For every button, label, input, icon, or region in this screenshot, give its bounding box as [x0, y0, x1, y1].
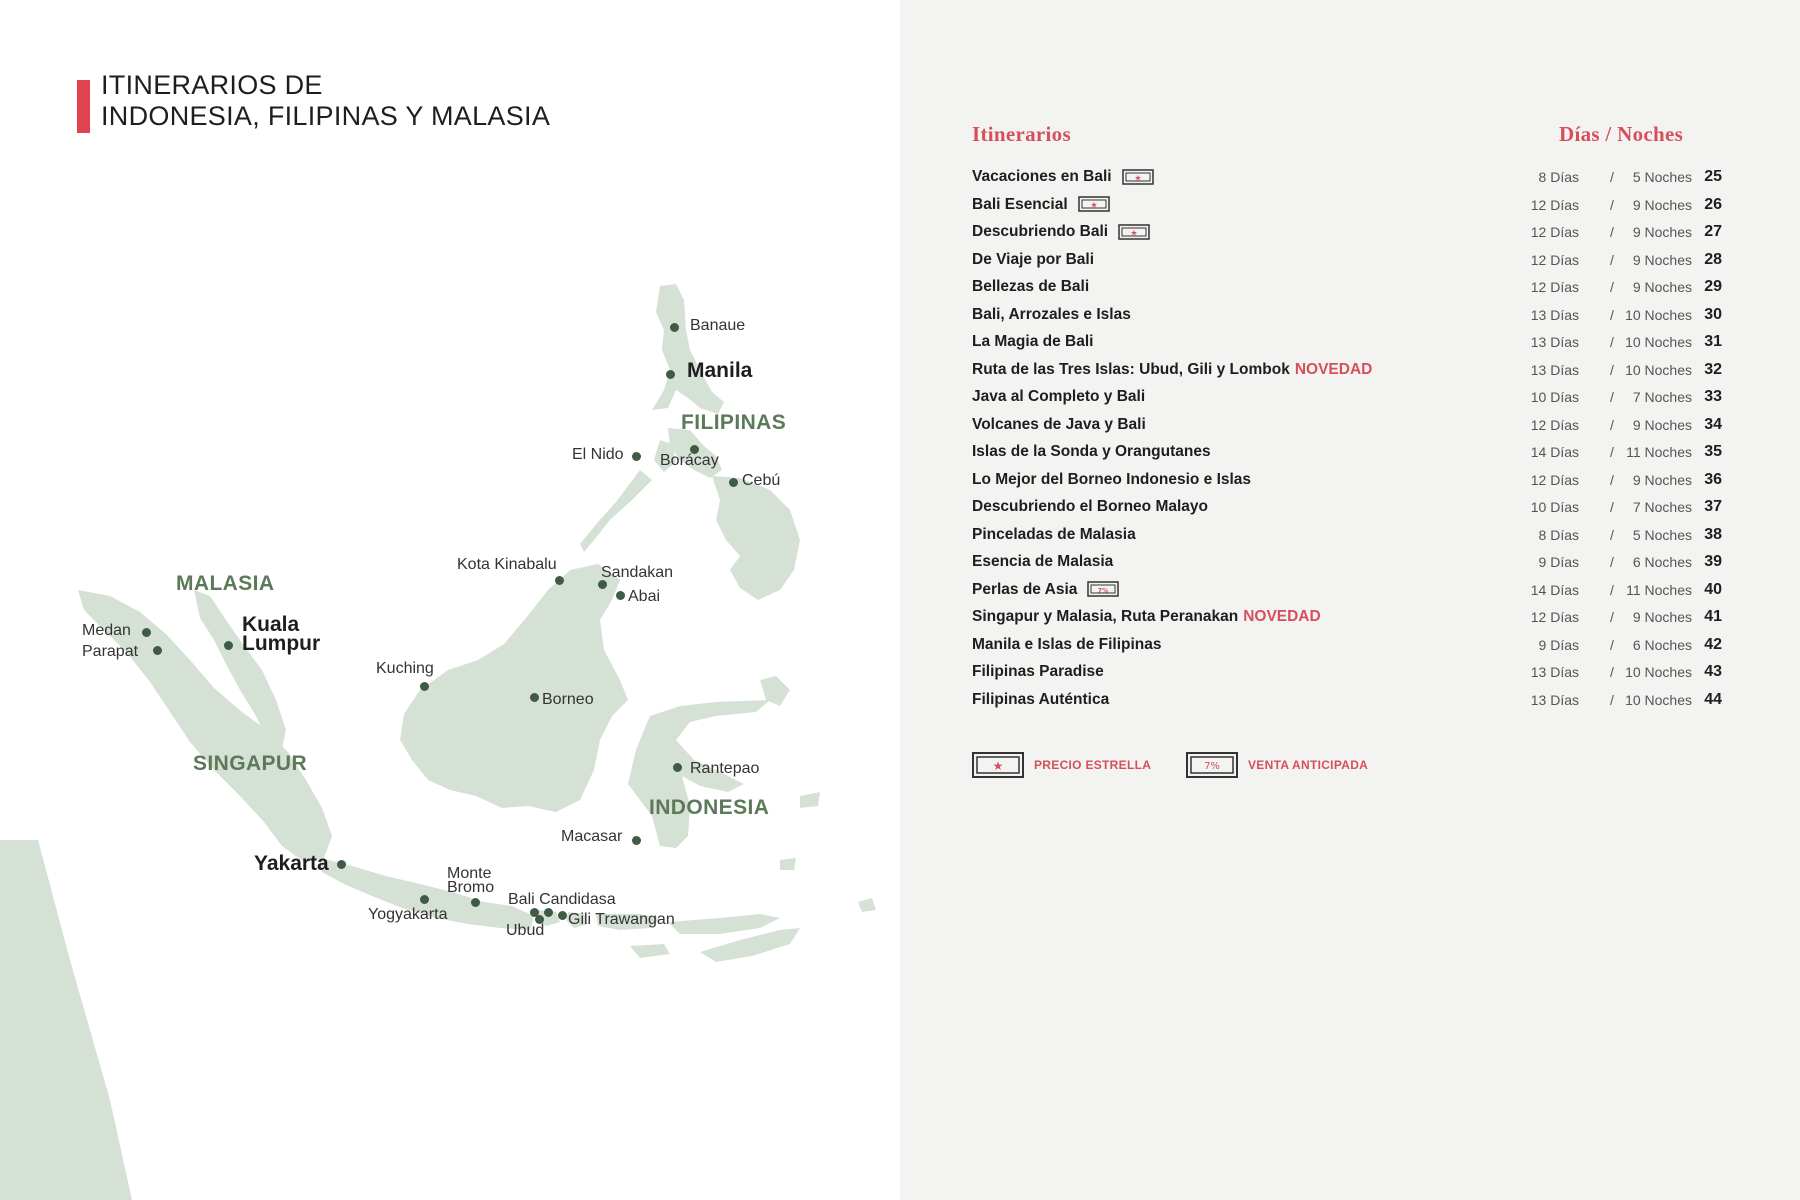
- country-label-malasia: MALASIA: [176, 572, 275, 595]
- city-dot-yogyakarta: [420, 895, 429, 904]
- itinerary-noches: 11 Noches: [1626, 581, 1692, 598]
- dias-noches-separator: /: [1610, 224, 1614, 240]
- itinerary-name-text: Perlas de Asia: [972, 580, 1078, 598]
- venta-anticipada-icon: [1087, 581, 1119, 597]
- city-label-cebu: Cebú: [742, 472, 781, 489]
- itinerary-name-text: Lo Mejor del Borneo Indonesio e Islas: [972, 470, 1252, 488]
- city-label-medan: Medan: [82, 622, 131, 639]
- map-borneo: [400, 564, 628, 812]
- itinerary-name[interactable]: [972, 608, 1321, 626]
- itinerary-dias: 13 Días: [1530, 334, 1579, 350]
- city-label-borneo: Borneo: [542, 691, 594, 708]
- itinerary-name-text: Islas de la Sonda y Orangutanes: [972, 443, 1211, 460]
- itinerary-name-text: Java al Completo y Bali: [972, 388, 1146, 405]
- novedad-badge: NOVEDAD: [1294, 360, 1373, 378]
- city-label-banaue: Banaue: [690, 317, 746, 334]
- city-label-bali-candidasa: Bali Candidasa: [508, 891, 616, 908]
- itinerary-row[interactable]: [972, 166, 1722, 194]
- itinerary-name[interactable]: [972, 306, 1131, 324]
- dias-noches-separator: /: [1610, 169, 1614, 185]
- city-label-el-nido: El Nido: [572, 446, 624, 463]
- itinerary-noches: 7 Noches: [1632, 499, 1692, 515]
- itinerary-page-number[interactable]: 31: [1704, 333, 1722, 350]
- itinerary-row[interactable]: [972, 386, 1722, 414]
- city-label-yogyakarta: Yogyakarta: [368, 906, 448, 923]
- itinerary-list: [972, 166, 1722, 716]
- precio-estrella-icon: [1078, 196, 1110, 212]
- city-dot-el-nido: [632, 452, 641, 461]
- itinerary-dias: 10 Días: [1530, 389, 1579, 405]
- dias-noches-separator: /: [1610, 251, 1614, 268]
- dias-noches-separator: /: [1610, 499, 1614, 515]
- itinerary-dias: 13 Días: [1530, 691, 1579, 708]
- itinerary-row[interactable]: [972, 221, 1722, 249]
- map-small-island-2: [780, 858, 796, 870]
- map-mindanao: [712, 476, 800, 600]
- itinerary-dias: 12 Días: [1530, 279, 1579, 295]
- city-label-abai: Abai: [628, 588, 661, 605]
- itinerary-row[interactable]: [972, 276, 1722, 304]
- itinerary-name[interactable]: [972, 388, 1145, 406]
- itinerary-page-number[interactable]: 29: [1704, 278, 1722, 295]
- venta-anticipada-icon: [1186, 752, 1238, 778]
- itinerary-page-number[interactable]: 26: [1704, 195, 1722, 213]
- itinerary-dias: 12 Días: [1530, 251, 1579, 268]
- itinerary-name[interactable]: [972, 416, 1146, 434]
- header-itinerarios: Itinerarios: [972, 122, 1071, 146]
- dias-noches-separator: /: [1610, 636, 1614, 653]
- itinerary-name[interactable]: [972, 168, 1154, 186]
- itinerary-dias: 13 Días: [1530, 361, 1579, 378]
- itinerary-name-text: Volcanes de Java y Bali: [972, 415, 1146, 433]
- itinerary-page-number[interactable]: 37: [1704, 498, 1722, 515]
- precio-estrella-icon: [1118, 224, 1150, 240]
- itinerary-row[interactable]: [972, 414, 1722, 442]
- itinerary-name[interactable]: [972, 443, 1211, 461]
- itinerary-name-text: Vacaciones en Bali: [972, 168, 1112, 185]
- dias-noches-separator: /: [1610, 416, 1614, 433]
- itinerary-name[interactable]: [972, 361, 1372, 379]
- itinerary-page-number[interactable]: 25: [1704, 168, 1722, 185]
- itinerary-dias: 8 Días: [1538, 169, 1579, 185]
- itinerary-dias: 10 Días: [1530, 499, 1579, 515]
- country-label-singapur: SINGAPUR: [193, 752, 308, 775]
- itinerary-row[interactable]: [972, 359, 1722, 387]
- itinerary-name-text: Bali, Arrozales e Islas: [972, 305, 1131, 323]
- itinerary-page-number[interactable]: 39: [1704, 553, 1722, 570]
- itinerary-page-number[interactable]: 33: [1704, 388, 1722, 405]
- precio-estrella-icon: [1122, 169, 1154, 185]
- itinerary-name-text: Pinceladas de Malasia: [972, 525, 1136, 543]
- city-label-parapat: Parapat: [82, 643, 139, 660]
- itinerary-name-text: Esencia de Malasia: [972, 553, 1114, 570]
- corner-decoration: [0, 840, 140, 1200]
- itinerary-noches: 10 Noches: [1625, 334, 1692, 350]
- itinerary-page-number[interactable]: 41: [1704, 608, 1722, 625]
- svg-text:★: ★: [1090, 200, 1098, 210]
- city-label-gili-trawangan: Gili Trawangan: [568, 911, 675, 928]
- itinerary-page-number[interactable]: 36: [1704, 470, 1722, 488]
- itinerary-name[interactable]: [972, 553, 1113, 571]
- city-dot-banaue: [670, 323, 679, 332]
- legend-venta-anticipada-label: VENTA ANTICIPADA: [1248, 758, 1369, 772]
- precio-estrella-icon: [972, 752, 1024, 778]
- city-dot-cebu: [729, 478, 738, 487]
- dias-noches-separator: /: [1610, 334, 1614, 350]
- itinerary-noches: 10 Noches: [1625, 361, 1692, 378]
- itinerary-noches: 9 Noches: [1632, 224, 1692, 240]
- map-luzon: [652, 284, 724, 414]
- itinerary-page-number[interactable]: 32: [1704, 360, 1722, 378]
- itinerary-noches: 5 Noches: [1632, 526, 1692, 543]
- dias-noches-separator: /: [1610, 196, 1614, 213]
- city-dot-candidasa: [544, 908, 553, 917]
- city-label-boracay: Borácay: [660, 452, 719, 469]
- map-flores: [668, 914, 780, 934]
- itinerary-page-number[interactable]: 34: [1704, 415, 1722, 433]
- itinerary-noches: 9 Noches: [1632, 416, 1692, 433]
- itinerary-page-number[interactable]: 27: [1704, 223, 1722, 240]
- city-dot-medan: [142, 628, 151, 637]
- itinerary-name-text: Filipinas Paradise: [972, 663, 1104, 680]
- itinerary-noches: 10 Noches: [1625, 664, 1692, 680]
- itinerary-page-number[interactable]: 38: [1704, 525, 1722, 543]
- itinerary-name-text: Singapur y Malasia, Ruta Peranakan: [972, 608, 1239, 625]
- itinerary-row[interactable]: [972, 689, 1722, 717]
- dias-noches-separator: /: [1610, 554, 1614, 570]
- itinerary-page-number[interactable]: 30: [1704, 305, 1722, 323]
- city-label-kuala: Kuala: [242, 613, 300, 636]
- itinerary-page-number[interactable]: 35: [1704, 443, 1722, 460]
- itinerary-name-text: La Magia de Bali: [972, 333, 1094, 350]
- city-label-bromo: Bromo: [447, 879, 495, 896]
- itinerary-dias: 8 Días: [1538, 526, 1579, 543]
- svg-text:★: ★: [1133, 173, 1142, 183]
- city-dot-kuching: [420, 682, 429, 691]
- itinerary-noches: 9 Noches: [1632, 279, 1692, 295]
- itinerary-page-number[interactable]: 43: [1704, 663, 1722, 680]
- itinerary-row[interactable]: [972, 606, 1722, 634]
- itinerary-name[interactable]: [972, 691, 1109, 709]
- itinerary-name[interactable]: [972, 471, 1251, 489]
- itinerary-dias: 12 Días: [1530, 471, 1579, 488]
- venta-anticipada-percent: 7%: [1204, 761, 1220, 772]
- city-dot-parapat: [153, 646, 162, 655]
- dias-noches-separator: /: [1610, 609, 1614, 625]
- city-dot-rantepao: [673, 763, 682, 772]
- itinerary-name[interactable]: [972, 663, 1104, 681]
- city-label-yakarta: Yakarta: [254, 852, 329, 875]
- itinerary-page-number[interactable]: 28: [1704, 250, 1722, 268]
- itinerary-page-number[interactable]: 42: [1704, 635, 1722, 653]
- itinerary-noches: 9 Noches: [1632, 609, 1692, 625]
- itinerary-name-text: Descubriendo el Borneo Malayo: [972, 498, 1208, 515]
- itinerary-row[interactable]: [972, 551, 1722, 579]
- city-label-ubud: Ubud: [506, 922, 545, 939]
- dias-noches-separator: /: [1610, 471, 1614, 488]
- itinerary-noches: 11 Noches: [1626, 444, 1692, 460]
- itinerary-noches: 5 Noches: [1632, 169, 1692, 185]
- itinerary-noches: 6 Noches: [1632, 636, 1692, 653]
- itinerary-name[interactable]: [972, 333, 1093, 351]
- itinerary-row[interactable]: [972, 469, 1722, 497]
- itinerary-noches: 10 Noches: [1625, 306, 1692, 323]
- city-dot-macasar: [632, 836, 641, 845]
- itinerary-noches: 10 Noches: [1625, 691, 1692, 708]
- itinerary-noches: 7 Noches: [1632, 389, 1692, 405]
- itinerary-dias: 13 Días: [1530, 664, 1579, 680]
- itinerary-noches: 9 Noches: [1632, 196, 1692, 213]
- itinerary-name[interactable]: [972, 498, 1208, 516]
- legend-precio-estrella: [972, 752, 1151, 778]
- itinerary-name-text: Manila e Islas de Filipinas: [972, 635, 1162, 653]
- city-label-kuching: Kuching: [376, 660, 434, 677]
- itinerary-page-number[interactable]: 44: [1704, 690, 1722, 708]
- itinerary-row[interactable]: [972, 194, 1722, 222]
- map-sumba: [630, 944, 670, 958]
- city-label-sandakan: Sandakan: [601, 564, 674, 581]
- dias-noches-separator: /: [1610, 526, 1614, 543]
- dias-noches-separator: /: [1610, 279, 1614, 295]
- city-dot-kota-kinabalu: [555, 576, 564, 585]
- itinerary-noches: 9 Noches: [1632, 471, 1692, 488]
- itinerary-dias: 9 Días: [1538, 554, 1579, 570]
- novedad-badge: NOVEDAD: [1243, 608, 1321, 625]
- legend-precio-estrella-label: PRECIO ESTRELLA: [1034, 758, 1152, 772]
- city-label-monte: Monte: [447, 865, 492, 882]
- itinerary-page-number[interactable]: 40: [1704, 580, 1722, 598]
- map-palawan: [580, 470, 652, 552]
- itinerary-name-text: De Viaje por Bali: [972, 250, 1095, 268]
- city-label-macasar: Macasar: [561, 828, 623, 845]
- dias-noches-separator: /: [1610, 361, 1614, 378]
- map-small-island-1: [858, 898, 876, 912]
- dias-noches-separator: /: [1610, 389, 1614, 405]
- itinerary-name[interactable]: [972, 223, 1150, 241]
- dias-noches-separator: /: [1610, 444, 1614, 460]
- itinerary-row[interactable]: [972, 304, 1722, 332]
- itinerary-row[interactable]: [972, 441, 1722, 469]
- city-dot-borneo: [530, 693, 539, 702]
- city-label-lumpur: Lumpur: [242, 632, 321, 655]
- itinerary-name[interactable]: [972, 581, 1119, 599]
- itinerary-dias: 13 Días: [1530, 306, 1579, 323]
- dias-noches-separator: /: [1610, 306, 1614, 323]
- itinerary-name-text: Bali Esencial: [972, 195, 1068, 213]
- itinerary-name-text: Filipinas Auténtica: [972, 690, 1110, 708]
- country-label-filipinas: FILIPINAS: [681, 411, 787, 434]
- itinerary-noches: 6 Noches: [1632, 554, 1692, 570]
- header-dias-noches: Días / Noches: [1559, 122, 1684, 146]
- city-label-kota-kinabalu: Kota Kinabalu: [457, 556, 557, 573]
- svg-text:★: ★: [1130, 228, 1138, 238]
- itinerary-dias: 14 Días: [1530, 581, 1579, 598]
- itinerary-dias: 12 Días: [1530, 609, 1579, 625]
- dias-noches-separator: /: [1610, 664, 1614, 680]
- city-dot-gili-trawangan: [558, 911, 567, 920]
- dias-noches-separator: /: [1610, 581, 1614, 598]
- itinerary-dias: 12 Días: [1530, 224, 1579, 240]
- itinerary-row[interactable]: [972, 249, 1722, 277]
- city-dot-abai: [616, 591, 625, 600]
- itinerary-row[interactable]: [972, 579, 1722, 607]
- itinerary-dias: 12 Días: [1530, 416, 1579, 433]
- city-label-manila: Manila: [687, 359, 753, 382]
- svg-text:★: ★: [992, 759, 1004, 773]
- itinerary-row[interactable]: [972, 331, 1722, 359]
- page-title-line-1: ITINERARIOS DE: [101, 70, 323, 100]
- city-dot-monte-bromo: [471, 898, 480, 907]
- city-dot-manila: [666, 370, 675, 379]
- legend-venta-anticipada: [1186, 752, 1368, 778]
- itinerary-dias: 14 Días: [1530, 444, 1579, 460]
- itinerary-row[interactable]: [972, 524, 1722, 552]
- city-dot-kuala-lumpur: [224, 641, 233, 650]
- itinerary-name[interactable]: [972, 526, 1136, 544]
- country-label-indonesia: INDONESIA: [649, 796, 770, 819]
- itinerary-dias: 9 Días: [1538, 636, 1579, 653]
- itinerary-name[interactable]: [972, 278, 1089, 296]
- itinerary-dias: 12 Días: [1530, 196, 1579, 213]
- city-label-rantepao: Rantepao: [690, 760, 760, 777]
- city-dot-yakarta: [337, 860, 346, 869]
- itinerary-name-text: Ruta de las Tres Islas: Ubud, Gili y Lombok: [972, 360, 1290, 378]
- itinerary-name-text: Descubriendo Bali: [972, 223, 1109, 240]
- page-title-line-2: INDONESIA, FILIPINAS Y MALASIA: [101, 101, 551, 131]
- dias-noches-separator: /: [1610, 691, 1614, 708]
- itinerary-name[interactable]: [972, 251, 1094, 269]
- itinerary-name-text: Bellezas de Bali: [972, 278, 1090, 295]
- itinerary-name[interactable]: [972, 636, 1162, 654]
- itinerary-row[interactable]: [972, 634, 1722, 662]
- itinerary-row[interactable]: [972, 661, 1722, 689]
- itinerary-name[interactable]: [972, 196, 1110, 214]
- svg-text:7%: 7%: [1098, 587, 1109, 595]
- itinerary-row[interactable]: [972, 496, 1722, 524]
- itinerary-noches: 9 Noches: [1632, 251, 1692, 268]
- map-east-islands: [800, 792, 820, 808]
